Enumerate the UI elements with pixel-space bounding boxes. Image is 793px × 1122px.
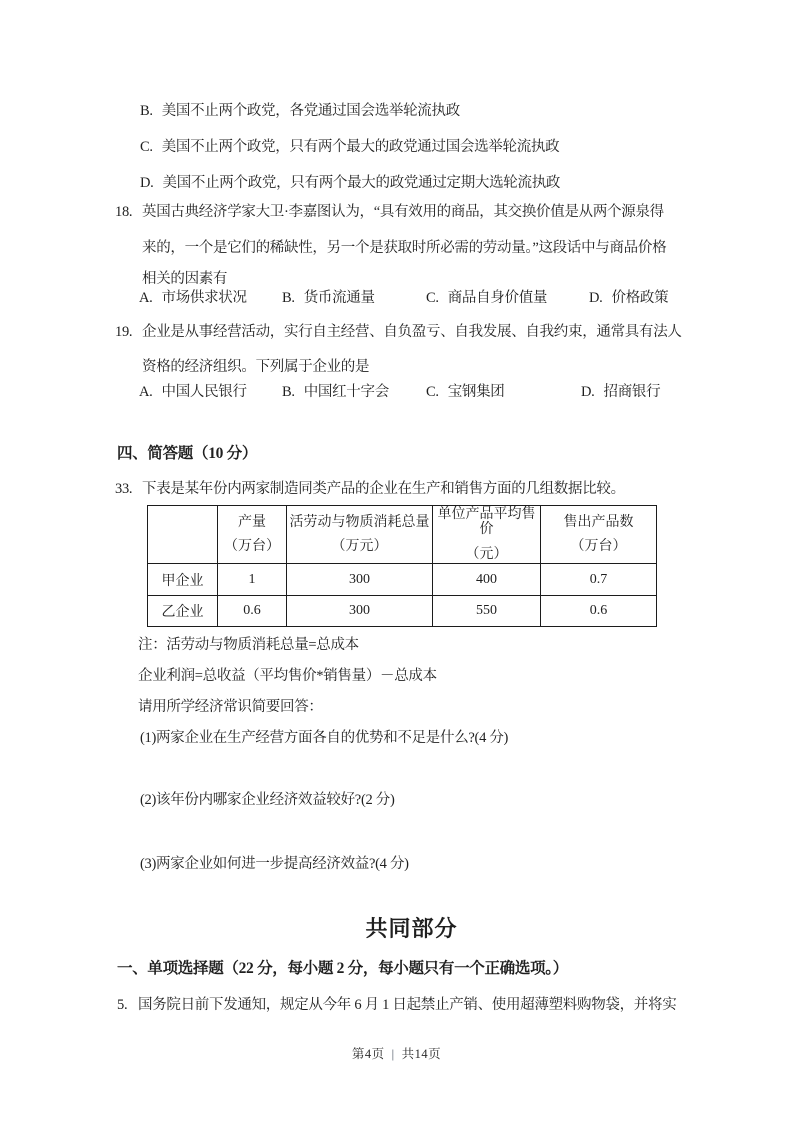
option-label: C.	[426, 384, 439, 400]
option-text: 市场供求状况	[161, 290, 247, 306]
question-19-line-1	[115, 324, 682, 341]
option-text: 美国不止两个政党，只有两个最大的政党通过定期大选轮流执政	[162, 175, 561, 191]
q18-option-a	[139, 290, 247, 307]
sub-question-1: (1)两家企业在生产经营方面各自的优势和不足是什么?(4 分)	[140, 730, 509, 746]
question-18-line-2: 来的，一个是它们的稀缺性，另一个是获取时所必需的劳动量。”这段话中与商品价格	[142, 240, 667, 256]
table-header-output: 产量 （万台）	[218, 506, 287, 564]
question-text: 国务院日前下发通知，规定从今年 6 月 1 日起禁止产销、使用超薄塑料购物袋，并将实	[138, 997, 677, 1013]
footer-separator: |	[391, 1047, 395, 1061]
table-header-sold: 售出产品数 （万台）	[541, 506, 657, 564]
question-33-intro	[115, 481, 625, 498]
table-row-company-a	[148, 564, 657, 596]
table-header-cost: 活劳动与物质消耗总量 （万元）	[287, 506, 433, 564]
option-label: A.	[139, 290, 153, 306]
option-label: B.	[282, 384, 295, 400]
option-label: D.	[581, 384, 595, 400]
question-18-line-1	[115, 204, 664, 221]
option-text: 招商银行	[603, 384, 661, 400]
q18-option-c	[426, 290, 547, 307]
option-line-c	[140, 139, 559, 156]
question-5-line-1	[117, 997, 676, 1014]
option-label: D.	[589, 290, 603, 306]
question-number: 5.	[117, 997, 128, 1013]
common-section-title: 共同部分	[365, 916, 458, 941]
table-header-price: 单位产品平均售价 （元）	[433, 506, 541, 564]
table-row-company-b	[148, 596, 657, 627]
sub-question-3: (3)两家企业如何进一步提高经济效益?(4 分)	[140, 856, 409, 872]
cell-price: 400	[433, 564, 541, 596]
comparison-table	[147, 505, 657, 627]
option-text: 美国不止两个政党，只有两个最大的政党通过国会选举轮流执政	[161, 139, 560, 155]
answer-prompt: 请用所学经济常识简要回答：	[138, 699, 323, 715]
page-number: 第4页	[351, 1047, 385, 1061]
option-line-b	[140, 103, 460, 120]
option-label: C.	[140, 139, 153, 155]
option-line-d	[140, 175, 560, 192]
question-number: 18.	[115, 204, 133, 220]
cell-cost: 300	[287, 596, 433, 627]
page-footer	[0, 1044, 793, 1062]
q19-option-a	[139, 384, 247, 401]
cell-sold: 0.7	[541, 564, 657, 596]
option-label: B.	[140, 103, 153, 119]
option-text: 价格政策	[611, 290, 669, 306]
option-text: 宝钢集团	[447, 384, 505, 400]
cell-output: 1	[218, 564, 287, 596]
question-18-line-3: 相关的因素有	[142, 271, 228, 287]
q18-option-d	[589, 290, 668, 307]
cell-sold: 0.6	[541, 596, 657, 627]
option-label: A.	[139, 384, 153, 400]
question-text: 下表是某年份内两家制造同类产品的企业在生产和销售方面的几组数据比较。	[142, 481, 625, 497]
question-text: 企业是从事经营活动，实行自主经营、自负盈亏、自我发展、自我约束，通常具有法人	[142, 324, 682, 340]
question-19-line-2: 资格的经济组织。下列属于企业的是	[142, 359, 370, 375]
option-text: 美国不止两个政党，各党通过国会选举轮流执政	[161, 103, 460, 119]
question-text: 英国古典经济学家大卫·李嘉图认为，“具有效用的商品，其交换价值是从两个源泉得	[142, 204, 664, 220]
q19-option-d	[581, 384, 660, 401]
table-note-2: 企业利润=总收益（平均售价*销售量）－总成本	[138, 668, 437, 684]
row-label: 甲企业	[148, 564, 218, 596]
cell-price: 550	[433, 596, 541, 627]
q18-option-b	[282, 290, 375, 307]
option-text: 中国红十字会	[303, 384, 389, 400]
option-text: 商品自身价值量	[447, 290, 548, 306]
option-label: C.	[426, 290, 439, 306]
option-label: B.	[282, 290, 295, 306]
q19-option-c	[426, 384, 505, 401]
sub-question-2: (2)该年份内哪家企业经济效益较好?(2 分)	[140, 792, 395, 808]
option-text: 货币流通量	[303, 290, 375, 306]
question-number: 19.	[115, 324, 133, 340]
question-number: 33.	[115, 481, 133, 497]
section-4-heading: 四、简答题（10 分）	[117, 445, 258, 462]
table-corner-cell	[148, 506, 218, 564]
page-total: 共14页	[401, 1047, 442, 1061]
q19-option-b	[282, 384, 389, 401]
section-1-heading: 一、单项选择题（22 分，每小题 2 分，每小题只有一个正确选项。）	[117, 960, 568, 977]
cell-cost: 300	[287, 564, 433, 596]
table-header-row	[148, 506, 657, 564]
option-label: D.	[140, 175, 154, 191]
row-label: 乙企业	[148, 596, 218, 627]
cell-output: 0.6	[218, 596, 287, 627]
table-note-1: 注：活劳动与物质消耗总量=总成本	[138, 637, 359, 653]
option-text: 中国人民银行	[161, 384, 247, 400]
